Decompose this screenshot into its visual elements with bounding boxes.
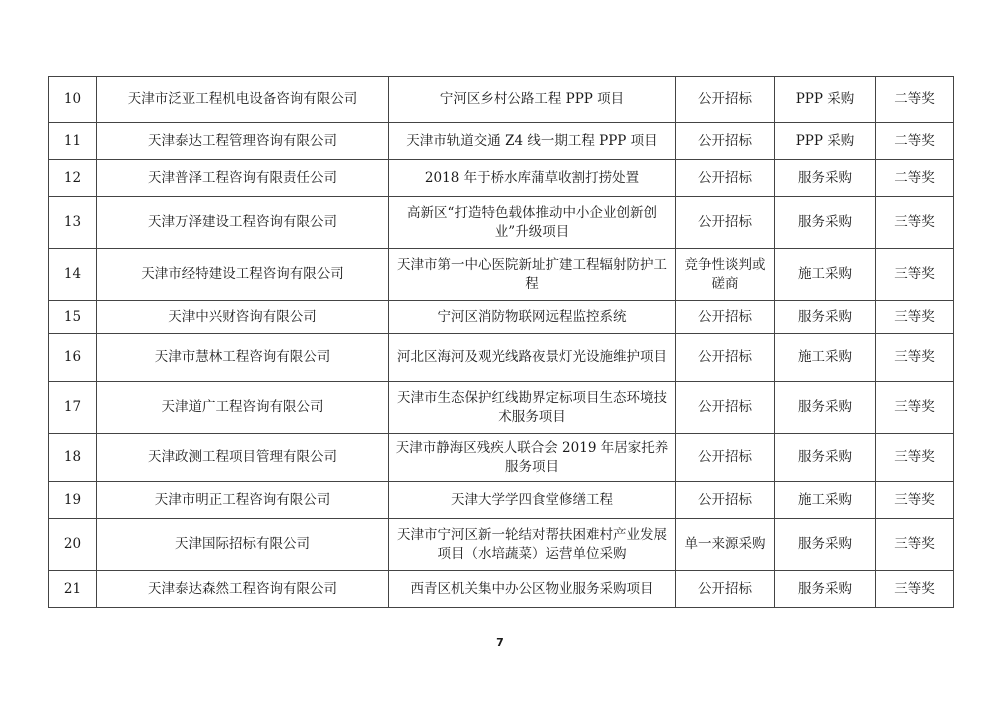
procurement-category-cell: 服务采购 — [775, 197, 876, 249]
company-cell: 天津普泽工程咨询有限责任公司 — [97, 160, 389, 197]
table-row — [49, 123, 954, 160]
procurement-method-cell: 公开招标 — [676, 334, 775, 382]
table-row — [49, 334, 954, 382]
award-level-cell: 三等奖 — [876, 301, 954, 334]
table-row — [49, 434, 954, 482]
row-number-cell: 14 — [49, 249, 97, 301]
award-level-cell: 三等奖 — [876, 382, 954, 434]
table-row — [49, 197, 954, 249]
row-number-cell: 19 — [49, 482, 97, 519]
company-cell: 天津政测工程项目管理有限公司 — [97, 434, 389, 482]
procurement-method-cell: 公开招标 — [676, 197, 775, 249]
award-level-cell: 二等奖 — [876, 160, 954, 197]
award-level-cell: 三等奖 — [876, 249, 954, 301]
company-cell: 天津国际招标有限公司 — [97, 519, 389, 571]
project-cell: 2018 年于桥水库蒲草收割打捞处置 — [389, 160, 676, 197]
table-row — [49, 571, 954, 608]
procurement-method-cell: 公开招标 — [676, 123, 775, 160]
project-cell: 宁河区乡村公路工程 PPP 项目 — [389, 77, 676, 123]
row-number-cell: 21 — [49, 571, 97, 608]
company-cell: 天津泰达工程管理咨询有限公司 — [97, 123, 389, 160]
award-level-cell: 二等奖 — [876, 123, 954, 160]
company-cell: 天津市明正工程咨询有限公司 — [97, 482, 389, 519]
row-number-cell: 17 — [49, 382, 97, 434]
project-cell: 天津市宁河区新一轮结对帮扶困难村产业发展项目（水培蔬菜）运营单位采购 — [389, 519, 676, 571]
table-row — [49, 77, 954, 123]
company-cell: 天津市泛亚工程机电设备咨询有限公司 — [97, 77, 389, 123]
procurement-category-cell: 服务采购 — [775, 519, 876, 571]
project-cell: 河北区海河及观光线路夜景灯光设施维护项目 — [389, 334, 676, 382]
procurement-method-cell: 公开招标 — [676, 160, 775, 197]
procurement-method-cell: 公开招标 — [676, 571, 775, 608]
award-level-cell: 三等奖 — [876, 482, 954, 519]
procurement-method-cell: 公开招标 — [676, 382, 775, 434]
company-cell: 天津道广工程咨询有限公司 — [97, 382, 389, 434]
row-number-cell: 13 — [49, 197, 97, 249]
row-number-cell: 12 — [49, 160, 97, 197]
company-cell: 天津市经特建设工程咨询有限公司 — [97, 249, 389, 301]
company-cell: 天津泰达森然工程咨询有限公司 — [97, 571, 389, 608]
award-level-cell: 三等奖 — [876, 434, 954, 482]
procurement-method-cell: 公开招标 — [676, 434, 775, 482]
procurement-method-cell: 公开招标 — [676, 301, 775, 334]
table-row — [49, 519, 954, 571]
procurement-category-cell: 施工采购 — [775, 334, 876, 382]
table-row — [49, 301, 954, 334]
project-cell: 天津市轨道交通 Z4 线一期工程 PPP 项目 — [389, 123, 676, 160]
procurement-category-cell: 服务采购 — [775, 301, 876, 334]
project-cell: 高新区“打造特色载体推动中小企业创新创业”升级项目 — [389, 197, 676, 249]
table-row — [49, 160, 954, 197]
company-cell: 天津中兴财咨询有限公司 — [97, 301, 389, 334]
row-number-cell: 11 — [49, 123, 97, 160]
project-cell: 天津大学学四食堂修缮工程 — [389, 482, 676, 519]
procurement-method-cell: 公开招标 — [676, 482, 775, 519]
procurement-method-cell: 单一来源采购 — [676, 519, 775, 571]
page-number: 7 — [496, 636, 504, 649]
procurement-category-cell: 施工采购 — [775, 249, 876, 301]
row-number-cell: 18 — [49, 434, 97, 482]
award-table — [48, 76, 954, 608]
procurement-method-cell: 公开招标 — [676, 77, 775, 123]
award-level-cell: 三等奖 — [876, 197, 954, 249]
procurement-category-cell: 服务采购 — [775, 571, 876, 608]
project-cell: 天津市生态保护红线勘界定标项目生态环境技术服务项目 — [389, 382, 676, 434]
row-number-cell: 16 — [49, 334, 97, 382]
procurement-category-cell: PPP 采购 — [775, 123, 876, 160]
procurement-category-cell: 服务采购 — [775, 382, 876, 434]
procurement-category-cell: 服务采购 — [775, 434, 876, 482]
table-row — [49, 382, 954, 434]
procurement-category-cell: 服务采购 — [775, 160, 876, 197]
table-row — [49, 482, 954, 519]
table-row — [49, 249, 954, 301]
company-cell: 天津万泽建设工程咨询有限公司 — [97, 197, 389, 249]
award-level-cell: 三等奖 — [876, 519, 954, 571]
award-level-cell: 二等奖 — [876, 77, 954, 123]
company-cell: 天津市慧林工程咨询有限公司 — [97, 334, 389, 382]
project-cell: 宁河区消防物联网远程监控系统 — [389, 301, 676, 334]
row-number-cell: 15 — [49, 301, 97, 334]
project-cell: 天津市第一中心医院新址扩建工程辐射防护工程 — [389, 249, 676, 301]
project-cell: 西青区机关集中办公区物业服务采购项目 — [389, 571, 676, 608]
award-level-cell: 三等奖 — [876, 334, 954, 382]
procurement-method-cell: 竞争性谈判或磋商 — [676, 249, 775, 301]
row-number-cell: 10 — [49, 77, 97, 123]
procurement-category-cell: 施工采购 — [775, 482, 876, 519]
award-level-cell: 三等奖 — [876, 571, 954, 608]
project-cell: 天津市静海区残疾人联合会 2019 年居家托养服务项目 — [389, 434, 676, 482]
procurement-category-cell: PPP 采购 — [775, 77, 876, 123]
table-body — [49, 77, 954, 608]
row-number-cell: 20 — [49, 519, 97, 571]
